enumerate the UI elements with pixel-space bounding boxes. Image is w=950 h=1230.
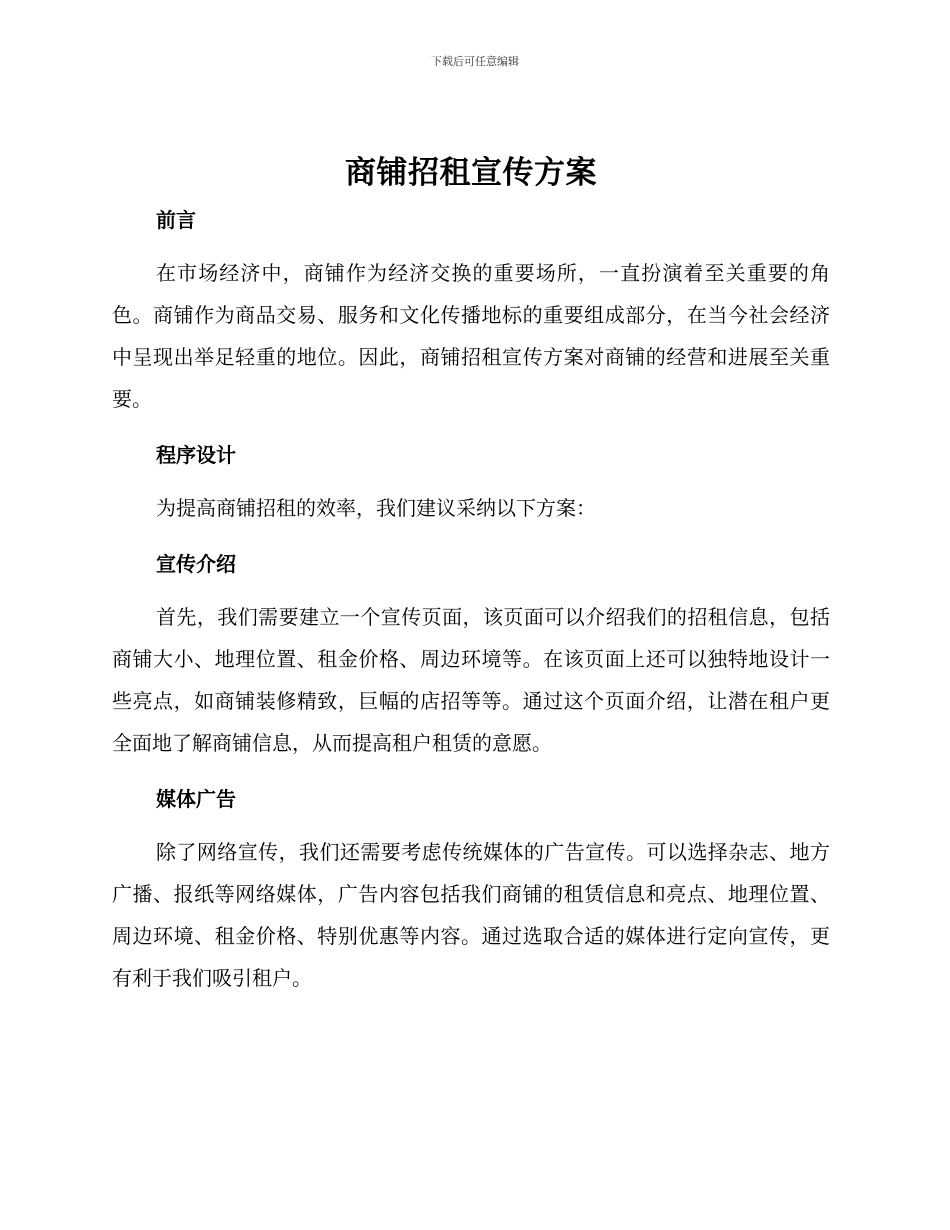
header-note: 下载后可任意编辑 [431,55,519,68]
section-paragraph: 为提高商铺招租的效率，我们建议采纳以下方案： [156,496,596,520]
document-body [112,148,830,999]
section-paragraph: 在市场经济中，商铺作为经济交换的重要场所，一直扮演着至关重要的角色。商铺作为商品交易、服务和文化传播地标的重要组成部分，在当今社会经济中呈现出举足轻重的地位。因此，商铺招租宣传方案对商铺的经营和进展至关重要。 [112,261,830,411]
section-heading: 程序设计 [156,443,236,467]
section-paragraph: 除了网络宣传，我们还需要考虑传统媒体的广告宣传。可以选择杂志、地方广播、报纸等网络媒体，广告内容包括我们商铺的租赁信息和亮点、地理位置、周边环境、租金价格、特别优惠等内容。通过选取合适的媒体进行定向宣传，更有利于我们吸引租户。 [112,840,830,990]
section-media-ads [112,777,830,999]
document-title: 商铺招租宣传方案 [345,155,597,191]
section-program-design [112,433,830,529]
section-preface [112,198,830,420]
section-paragraph: 首先，我们需要建立一个宣传页面，该页面可以介绍我们的招租信息，包括商铺大小、地理位置、租金价格、周边环境等。在该页面上还可以独特地设计一些亮点，如商铺装修精致，巨幅的店招等等。通过这个页面介绍，让潜在租户更全面地了解商铺信息，从而提高租户租赁的意愿。 [112,605,830,755]
section-heading: 宣传介绍 [156,552,236,576]
section-heading: 媒体广告 [156,787,236,811]
section-heading: 前言 [156,208,196,232]
section-promotion-intro [112,542,830,764]
